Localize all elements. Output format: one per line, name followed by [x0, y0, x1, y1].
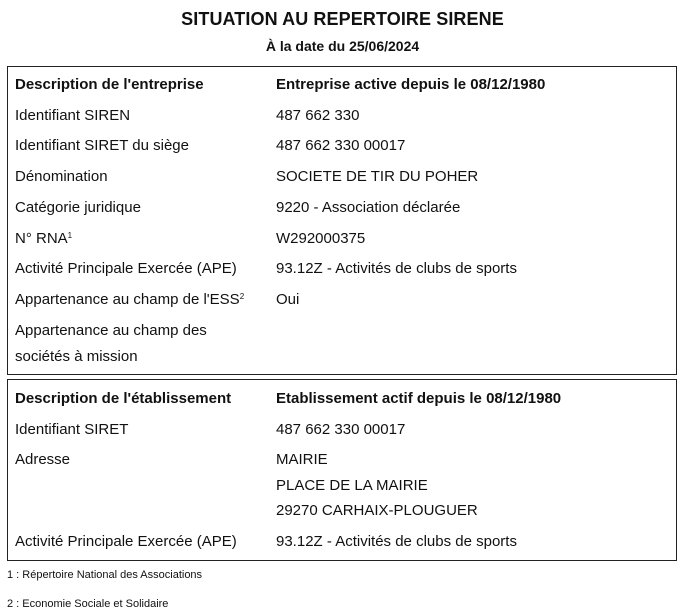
adresse-label: Adresse [15, 451, 71, 468]
entreprise-heading-label: Description de l'entreprise [15, 76, 204, 93]
ess-label: Appartenance au champ de l'ESS [15, 291, 240, 308]
mission-label-line1: Appartenance au champ des [15, 322, 207, 339]
ape-value: 93.12Z - Activités de clubs de sports [276, 260, 517, 277]
entreprise-status: Entreprise active depuis le 08/12/1980 [276, 76, 546, 93]
siren-label: Identifiant SIREN [15, 107, 131, 124]
report-date: À la date du 25/06/2024 [265, 38, 420, 54]
siret-label: Identifiant SIRET [15, 421, 129, 438]
ess-value: Oui [276, 291, 300, 308]
adresse-line2: PLACE DE LA MAIRIE [276, 477, 428, 494]
siret-value: 487 662 330 00017 [276, 421, 406, 438]
mission-label-line2: sociétés à mission [15, 348, 138, 365]
ess-footnote-ref: 2 [239, 292, 245, 301]
siret-siege-value: 487 662 330 00017 [276, 137, 406, 154]
rna-label: N° RNA [15, 230, 68, 247]
rna-value: W292000375 [276, 230, 366, 247]
footnote-1: 1 : Répertoire National des Associations [7, 569, 203, 581]
ape-label: Activité Principale Exercée (APE) [15, 260, 237, 277]
entreprise-section [7, 66, 677, 375]
etablissement-heading-label: Description de l'établissement [15, 390, 232, 407]
etab-ape-value: 93.12Z - Activités de clubs de sports [276, 533, 517, 550]
denomination-label: Dénomination [15, 168, 108, 185]
footnote-2: 2 : Economie Sociale et Solidaire [7, 598, 169, 610]
categorie-value: 9220 - Association déclarée [276, 199, 461, 216]
page-title: SITUATION AU REPERTOIRE SIRENE [181, 9, 504, 29]
siren-value: 487 662 330 [276, 107, 360, 124]
ess-label-cell [15, 287, 270, 312]
siret-siege-label: Identifiant SIRET du siège [15, 137, 189, 154]
rna-footnote-ref: 1 [67, 231, 73, 240]
adresse-line3: 29270 CARHAIX-PLOUGUER [276, 502, 478, 519]
rna-label-cell [15, 226, 270, 251]
categorie-label: Catégorie juridique [15, 199, 141, 216]
etablissement-section [7, 379, 677, 561]
denomination-value: SOCIETE DE TIR DU POHER [276, 168, 479, 185]
etab-ape-label: Activité Principale Exercée (APE) [15, 533, 237, 550]
etablissement-status: Etablissement actif depuis le 08/12/1980 [276, 390, 562, 407]
adresse-line1: MAIRIE [276, 451, 328, 468]
